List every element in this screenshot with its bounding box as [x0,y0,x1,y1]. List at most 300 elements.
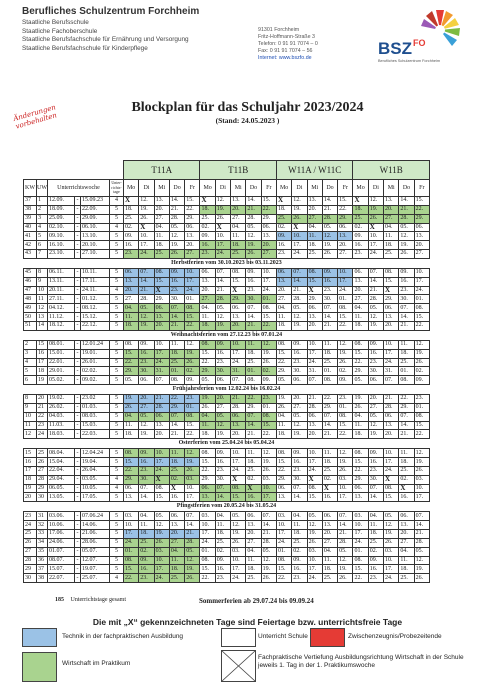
day-cell: 27. [139,403,154,412]
uw-cell: 5 [37,232,48,241]
day-cell: 05. [139,304,154,313]
day-cell: 24. [384,358,399,367]
day-cell: 30. [322,295,337,304]
day-cell: 25. [399,358,414,367]
col-day: Do [246,180,261,197]
day-cell: 28. [185,538,200,547]
week-end: 22.12. [81,321,110,330]
day-cell: 18. [322,565,337,574]
col-day: Di [368,180,383,197]
day-cell: 06. [169,512,184,521]
week-row [24,367,430,376]
day-cell: 29. [384,295,399,304]
day-cell: 10. [368,232,383,241]
day-cell: 07. [368,484,383,493]
day-cell: 03. [200,512,215,521]
ut-cell: 5 [110,466,124,475]
day-cell: 05. [200,376,215,385]
day-cell: 08. [338,412,353,421]
week-end: 01.03. [81,403,110,412]
day-cell: 29. [276,367,291,376]
day-cell: 10. [154,340,169,349]
day-cell: 29. [124,367,139,376]
day-cell: 01. [353,547,368,556]
week-row [24,475,430,484]
day-cell: 04. [246,547,261,556]
day-cell: 10. [231,556,246,565]
day-cell: 22. [261,430,276,439]
day-cell: 16. [292,565,307,574]
day-cell: 05. [139,412,154,421]
day-cell: 28. [261,538,276,547]
day-cell: 08. [231,268,246,277]
ut-cell: 4 [110,574,124,583]
day-cell: 07. [169,412,184,421]
week-row [24,421,430,430]
week-row [24,466,430,475]
ut-cell: 5 [110,530,124,539]
week-start: 03.06. [48,512,75,521]
uw-cell: 14 [37,321,48,330]
day-cell: 16. [139,349,154,358]
day-cell: 23. [215,574,230,583]
day-cell: 12. [185,340,200,349]
day-cell: 20. [200,286,215,295]
day-cell: 25. [139,538,154,547]
uw-cell: 24 [37,430,48,439]
day-cell: 06. [200,484,215,493]
week-row [24,241,430,250]
day-cell: 20. [384,321,399,330]
week-dash: - [76,449,79,456]
day-cell: 06. [231,304,246,313]
day-cell: 19. [154,530,169,539]
kw-cell: 46 [24,277,37,286]
address-web[interactable]: Internet: www.bszfo.de [258,55,312,61]
uw-cell: 10 [37,286,48,295]
day-cell: 08. [169,376,184,385]
day-cell: X [124,197,139,206]
day-cell: 27. [154,214,169,223]
day-cell: 24. [368,250,383,259]
day-cell: 01. [246,367,261,376]
day-cell: 10. [185,484,200,493]
day-cell: 16. [215,565,230,574]
day-cell: 24. [231,574,246,583]
week-end: 07.06.24 [81,512,110,521]
day-cell: 22. [338,205,353,214]
week-start: 26.02. [48,403,75,412]
week-start: 16.10. [48,241,75,250]
week-start: 08.04. [48,449,75,458]
uw-cell: 38 [37,574,48,583]
kw-cell: 3 [24,349,37,358]
kw-cell: 48 [24,295,37,304]
day-cell: 02. [200,223,215,232]
day-cell: 26. [185,574,200,583]
day-cell: 18. [200,321,215,330]
day-cell: 15. [231,277,246,286]
day-cell: 19. [292,430,307,439]
week-row [24,458,430,467]
day-cell: 12. [185,449,200,458]
day-cell: 04. [124,412,139,421]
day-cell: 06. [139,376,154,385]
day-cell: 14. [261,521,276,530]
day-cell: 30. [215,475,230,484]
day-cell: 31. [384,367,399,376]
day-cell: 23. [124,250,139,259]
day-cell: 08. [353,340,368,349]
kw-cell: 38 [24,205,37,214]
day-cell: 25. [276,214,291,223]
day-cell: 22. [353,358,368,367]
day-cell: 12. [139,197,154,206]
day-cell: 16. [399,277,414,286]
week-start: 25.09. [48,214,75,223]
holiday-note: Die mit „X“ gekennzeichneten Tage sind Feiertage bzw. unterrichtsfreie Tage [92,617,403,627]
day-cell: 29. [353,367,368,376]
day-cell: 10. [338,484,353,493]
day-cell: 09. [169,268,184,277]
day-cell: 29. [322,403,337,412]
day-cell: 18. [139,530,154,539]
day-cell: 06. [384,304,399,313]
day-cell: 13. [399,521,414,530]
bsz-logo [376,8,471,68]
day-cell: 07. [139,484,154,493]
day-cell: 17. [307,565,322,574]
day-cell: 12. [215,313,230,322]
day-cell: 21. [322,205,337,214]
day-cell: 20. [169,530,184,539]
ut-cell: 5 [110,421,124,430]
day-cell: 09. [292,556,307,565]
day-cell: 15. [338,313,353,322]
day-cell: 16. [169,493,184,502]
day-cell: 17. [353,530,368,539]
day-cell: 15. [338,197,353,206]
day-cell: 18. [246,349,261,358]
day-cell: 21. [139,286,154,295]
kw-cell: 30 [24,574,37,583]
week-row [24,295,430,304]
day-cell: 15. [124,565,139,574]
kw-cell: 49 [24,304,37,313]
ut-cell: 5 [110,268,124,277]
day-cell: 26. [414,358,429,367]
ut-cell: 5 [110,321,124,330]
day-cell: 23. [368,358,383,367]
day-cell: 08. [276,556,291,565]
week-start: 23.10. [48,250,75,259]
week-end: 28.06. [81,538,110,547]
week-row [24,556,430,565]
day-cell: X [154,475,169,484]
day-cell: 27. [231,214,246,223]
day-cell: 28. [169,214,184,223]
ut-cell: 5 [110,304,124,313]
week-start: 01.07. [48,547,75,556]
day-cell: 18. [399,349,414,358]
day-cell: 18. [169,458,184,467]
day-cell: 21. [414,530,429,539]
day-cell: 13. [200,277,215,286]
week-row [24,412,430,421]
day-cell: 26. [414,466,429,475]
day-cell: 23. [185,395,200,404]
day-cell: X [307,286,322,295]
day-cell: 12. [231,521,246,530]
day-cell: 13. [231,421,246,430]
day-cell: 08. [276,340,291,349]
uw-cell: 30 [37,493,48,502]
day-cell: 10. [384,556,399,565]
day-cell: 25. [246,574,261,583]
day-cell: 09. [139,449,154,458]
day-cell: 06. [215,376,230,385]
day-cell: 13. [307,197,322,206]
day-cell: 10. [215,232,230,241]
day-cell: 14. [322,421,337,430]
day-cell: 28. [307,403,322,412]
day-cell: 08. [154,484,169,493]
day-cell: 26. [124,403,139,412]
day-cell: 14. [322,197,337,206]
col-ut: Unter-richts-tage [110,180,124,197]
week-dash: - [76,313,79,320]
ut-cell: 5 [110,241,124,250]
day-cell: 28. [399,214,414,223]
week-end: 29.09. [81,214,110,223]
day-cell: 12. [384,521,399,530]
day-cell: 18. [384,241,399,250]
day-cell: 27. [414,250,429,259]
col-day: Mo [276,180,291,197]
col-day: Do [399,180,414,197]
day-cell: 09. [139,556,154,565]
address-phone: Telefon: 0 91 91 7074 – 0 [258,41,318,47]
day-cell: 11. [215,521,230,530]
day-cell: 17. [276,530,291,539]
week-end: 08.12. [81,304,110,313]
day-cell: 15. [353,565,368,574]
day-cell: 19. [261,458,276,467]
day-cell: 22. [399,395,414,404]
day-cell: 02. [246,475,261,484]
day-cell: 07. [368,268,383,277]
day-cell: 14. [246,197,261,206]
day-cell: 17. [261,277,276,286]
day-cell: 13. [353,493,368,502]
day-cell: 21. [246,430,261,439]
ut-cell: 5 [110,250,124,259]
day-cell: 09. [368,556,383,565]
day-cell: 17. [185,277,200,286]
day-cell: 18. [276,205,291,214]
day-cell: 10. [384,449,399,458]
day-cell: 25. [246,358,261,367]
day-cell: 04. [307,223,322,232]
day-cell: 02. [276,223,291,232]
day-cell: 19. [139,321,154,330]
day-cell: 06. [124,268,139,277]
day-cell: 22. [261,321,276,330]
day-cell: 11. [124,421,139,430]
day-cell: 15. [200,565,215,574]
day-cell: 30. [368,475,383,484]
day-cell: 12. [414,340,429,349]
day-cell: 10. [139,232,154,241]
day-cell: 06. [292,376,307,385]
day-cell: 08. [384,484,399,493]
kw-cell: 26 [24,538,37,547]
day-cell: 19. [368,430,383,439]
day-cell: 17. [231,565,246,574]
week-dash: - [76,413,79,420]
day-cell: 13. [414,232,429,241]
col-day: Mi [231,180,246,197]
day-cell: 12. [307,521,322,530]
day-cell: 14. [169,421,184,430]
day-cell: 19. [353,395,368,404]
day-cell: 03. [185,475,200,484]
day-cell: 23. [139,574,154,583]
block-plan-table [23,160,430,583]
day-cell: 16. [399,493,414,502]
day-cell: 20. [231,321,246,330]
day-cell: 05. [338,547,353,556]
week-dash: - [76,287,79,294]
day-cell: 15. [261,313,276,322]
day-cell: 08. [185,412,200,421]
day-cell: 11. [292,521,307,530]
day-cell: 01. [399,367,414,376]
day-cell: 02. [338,367,353,376]
day-cell: 13. [231,313,246,322]
day-cell: 15. [185,421,200,430]
legend-vertiefung: Fachpraktische Vertiefung Ausbildungsrichtung Wirtschaft in der Schule jeweils 1. Tag in der 1. Praktikumswoche [258,654,464,669]
kw-cell: 12 [24,430,37,439]
week-start: 15.07. [48,565,75,574]
week-dash: - [76,512,79,519]
day-cell: 06. [307,412,322,421]
week-row [24,565,430,574]
day-cell: 05. [414,547,429,556]
ut-cell: 5 [110,538,124,547]
week-start: 20.11. [48,286,75,295]
day-cell: 27. [292,403,307,412]
day-cell: 12. [154,521,169,530]
day-cell: 15. [414,421,429,430]
week-end: 24.11. [81,286,110,295]
day-cell: 11. [200,313,215,322]
day-cell: 10. [261,268,276,277]
day-cell: 20. [231,430,246,439]
uw-cell: 17 [37,358,48,367]
day-cell: 08. [353,449,368,458]
legend-schule: Unterricht Schule [258,633,308,640]
week-row [24,484,430,493]
day-cell: 11. [169,449,184,458]
day-cell: 23. [292,466,307,475]
day-cell: 22. [353,574,368,583]
day-cell: 16. [322,493,337,502]
day-cell: 31. [231,367,246,376]
day-cell: 05. [368,304,383,313]
day-cell: 09. [276,232,291,241]
day-cell: 21. [169,430,184,439]
day-cell: 16. [368,565,383,574]
day-cell: 21. [246,205,261,214]
uw-cell: 15 [37,340,48,349]
day-cell: 23. [399,286,414,295]
day-cell: 18. [322,349,337,358]
col-day: Do [169,180,184,197]
day-cell: 04. [124,304,139,313]
day-cell: 18. [322,458,337,467]
day-cell: 28. [414,538,429,547]
day-cell: 19. [292,321,307,330]
day-cell: 21. [292,286,307,295]
day-cell: 26. [276,403,291,412]
day-cell: 08. [276,449,291,458]
uw-cell: 22 [37,412,48,421]
day-cell: 11. [154,232,169,241]
week-dash: - [76,250,79,257]
day-cell: 27. [322,538,337,547]
uw-cell: 33 [37,530,48,539]
day-cell: 06. [124,484,139,493]
day-cell: 08. [261,304,276,313]
day-cell: 25. [384,250,399,259]
day-cell: 06. [414,223,429,232]
day-cell: 01. [414,295,429,304]
day-cell: 21. [322,430,337,439]
legend-swatch-wirtschaft [22,652,57,682]
day-cell: 06. [276,484,291,493]
day-cell: X [231,286,246,295]
day-cell: 22. [414,430,429,439]
day-cell: 26. [261,574,276,583]
day-cell: 26. [414,574,429,583]
day-cell: 13. [124,493,139,502]
kw-cell: 37 [24,197,37,206]
week-dash: - [76,421,79,428]
uw-cell: 35 [37,547,48,556]
day-cell: 17. [307,458,322,467]
week-row [24,197,430,206]
week-dash: - [76,278,79,285]
day-cell: 21. [169,321,184,330]
day-cell: 09. [215,449,230,458]
day-cell: 15. [154,493,169,502]
week-start: 11.03. [48,421,75,430]
day-cell: 17. [384,349,399,358]
day-cell: 22. [276,466,291,475]
ut-cell: 5 [110,449,124,458]
day-cell: 13. [307,421,322,430]
col-week: Unterrichtswoche [48,180,110,197]
kw-cell: 39 [24,214,37,223]
week-start: 06.05. [48,484,75,493]
ut-cell: 5 [110,214,124,223]
day-cell: 22. [353,466,368,475]
day-cell: 05. [231,512,246,521]
day-cell: 23. [215,466,230,475]
day-cell: 21. [307,395,322,404]
week-start: 13.11. [48,277,75,286]
